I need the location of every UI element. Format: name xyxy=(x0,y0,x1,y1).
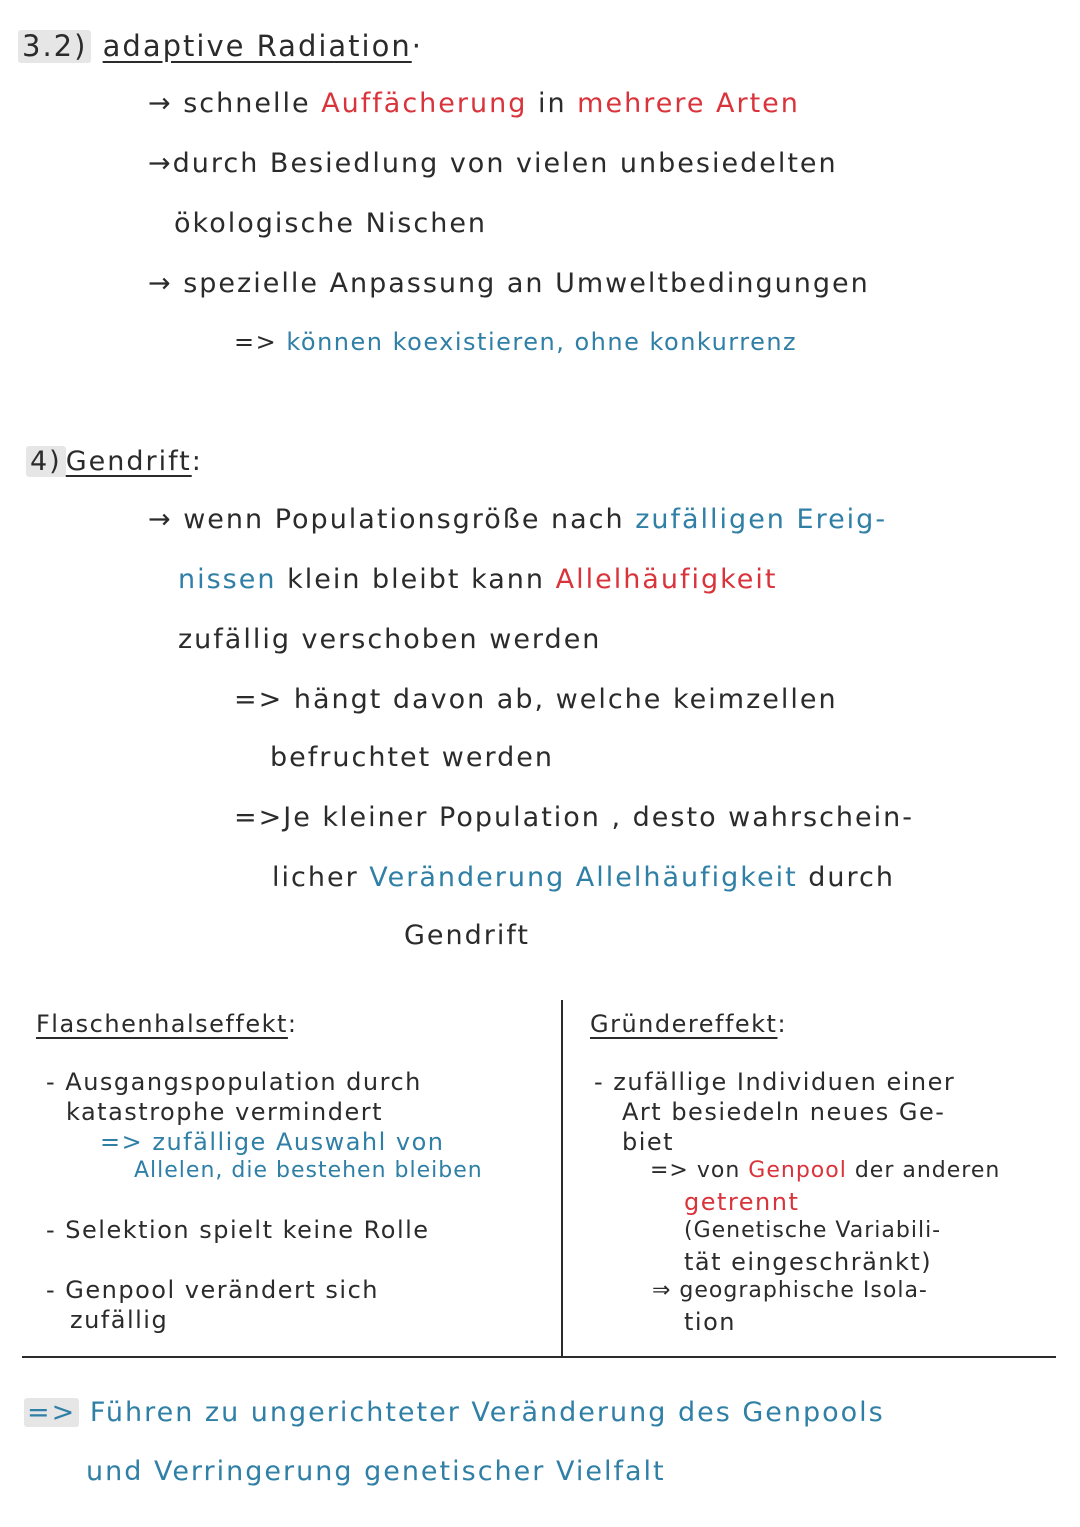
right-text: Art besiedeln neues Ge- xyxy=(622,1098,946,1126)
highlight-blue: nissen xyxy=(178,564,277,595)
text-line: =>Je kleiner Population , desto wahrschein- xyxy=(234,802,914,833)
text: schnelle xyxy=(183,88,311,119)
right-text: tion xyxy=(684,1308,736,1336)
highlight-blue: können koexistieren, ohne konkurrenz xyxy=(286,328,798,356)
column-divider xyxy=(561,1000,563,1358)
arrow-icon: → xyxy=(148,148,173,179)
colon: : xyxy=(777,1010,788,1038)
heading-colon: · xyxy=(411,29,423,63)
heading-adaptive-radiation xyxy=(18,30,423,63)
highlight-red: Auffächerung xyxy=(321,88,528,119)
highlight-red: mehrere Arten xyxy=(577,88,800,119)
arrow-icon: → xyxy=(148,88,173,119)
text-line: => hängt davon ab, welche keimzellen xyxy=(234,684,838,715)
heading-number: 3.2) xyxy=(18,30,91,63)
left-text: => zufällige Auswahl von xyxy=(100,1128,445,1156)
text: durch Besiedlung von vielen unbesiedelten xyxy=(172,148,838,179)
text-line: Gendrift xyxy=(404,920,531,951)
text-line xyxy=(272,864,895,891)
title: Gründereffekt xyxy=(590,1010,778,1038)
text: in xyxy=(537,88,567,119)
highlight-red: Genpool xyxy=(748,1158,847,1183)
flaschenhals-title xyxy=(36,1012,298,1036)
left-text: zufällig xyxy=(70,1306,169,1334)
title: Flaschenhalseffekt xyxy=(36,1010,288,1038)
text-line xyxy=(148,506,887,533)
text-line xyxy=(178,566,777,593)
right-text: (Genetische Variabili- xyxy=(684,1218,942,1243)
left-text: - Selektion spielt keine Rolle xyxy=(46,1216,430,1244)
right-text: tät eingeschränkt) xyxy=(684,1248,933,1276)
highlight-blue: Veränderung Allelhäufigkeit xyxy=(369,862,798,893)
right-text: - zufällige Individuen einer xyxy=(594,1068,956,1096)
text-line: zufällig verschoben werden xyxy=(178,624,602,655)
arrow-icon: => xyxy=(234,328,278,356)
text-line: ökologische Nischen xyxy=(174,208,488,239)
left-text: Allelen, die bestehen bleiben xyxy=(134,1158,483,1183)
text-line: befruchtet werden xyxy=(270,742,554,773)
text-line xyxy=(148,150,838,177)
arrow-icon: → xyxy=(148,504,173,535)
text: spezielle Anpassung an Umweltbedingungen xyxy=(183,268,870,299)
right-text: biet xyxy=(622,1128,675,1156)
right-text xyxy=(650,1160,1000,1182)
text-line xyxy=(148,90,800,117)
text: Führen zu ungerichteter Veränderung des Genpools xyxy=(89,1397,885,1428)
heading-colon: : xyxy=(191,446,203,477)
highlight-red: Allelhäufigkeit xyxy=(555,564,778,595)
heading-number: 4) xyxy=(26,446,66,477)
text: licher xyxy=(272,862,359,893)
arrow-icon: => xyxy=(24,1398,79,1427)
text: => von xyxy=(650,1158,741,1183)
text-line xyxy=(148,270,870,297)
text: klein bleibt kann xyxy=(287,564,546,595)
arrow-icon: → xyxy=(148,268,173,299)
table-bottom-line xyxy=(22,1356,1056,1358)
conclusion-line: und Verringerung genetischer Vielfalt xyxy=(86,1456,666,1487)
highlight-blue: zufälligen Ereig- xyxy=(635,504,888,535)
heading-gendrift xyxy=(26,446,203,477)
heading-title: Gendrift xyxy=(65,446,192,477)
text: wenn Populationsgröße nach xyxy=(183,504,625,535)
text: durch xyxy=(808,862,895,893)
conclusion-line xyxy=(24,1398,885,1427)
right-text: ⇒ geographische Isola- xyxy=(652,1278,928,1303)
colon: : xyxy=(287,1010,298,1038)
left-text: katastrophe vermindert xyxy=(66,1098,384,1126)
text: der anderen xyxy=(854,1158,1001,1183)
left-text: - Ausgangspopulation durch xyxy=(46,1068,422,1096)
right-text: getrennt xyxy=(684,1188,800,1216)
heading-title: adaptive Radiation xyxy=(102,29,412,63)
gruendereffekt-title xyxy=(590,1012,787,1036)
text-line xyxy=(234,330,797,354)
left-text: - Genpool verändert sich xyxy=(46,1276,379,1304)
